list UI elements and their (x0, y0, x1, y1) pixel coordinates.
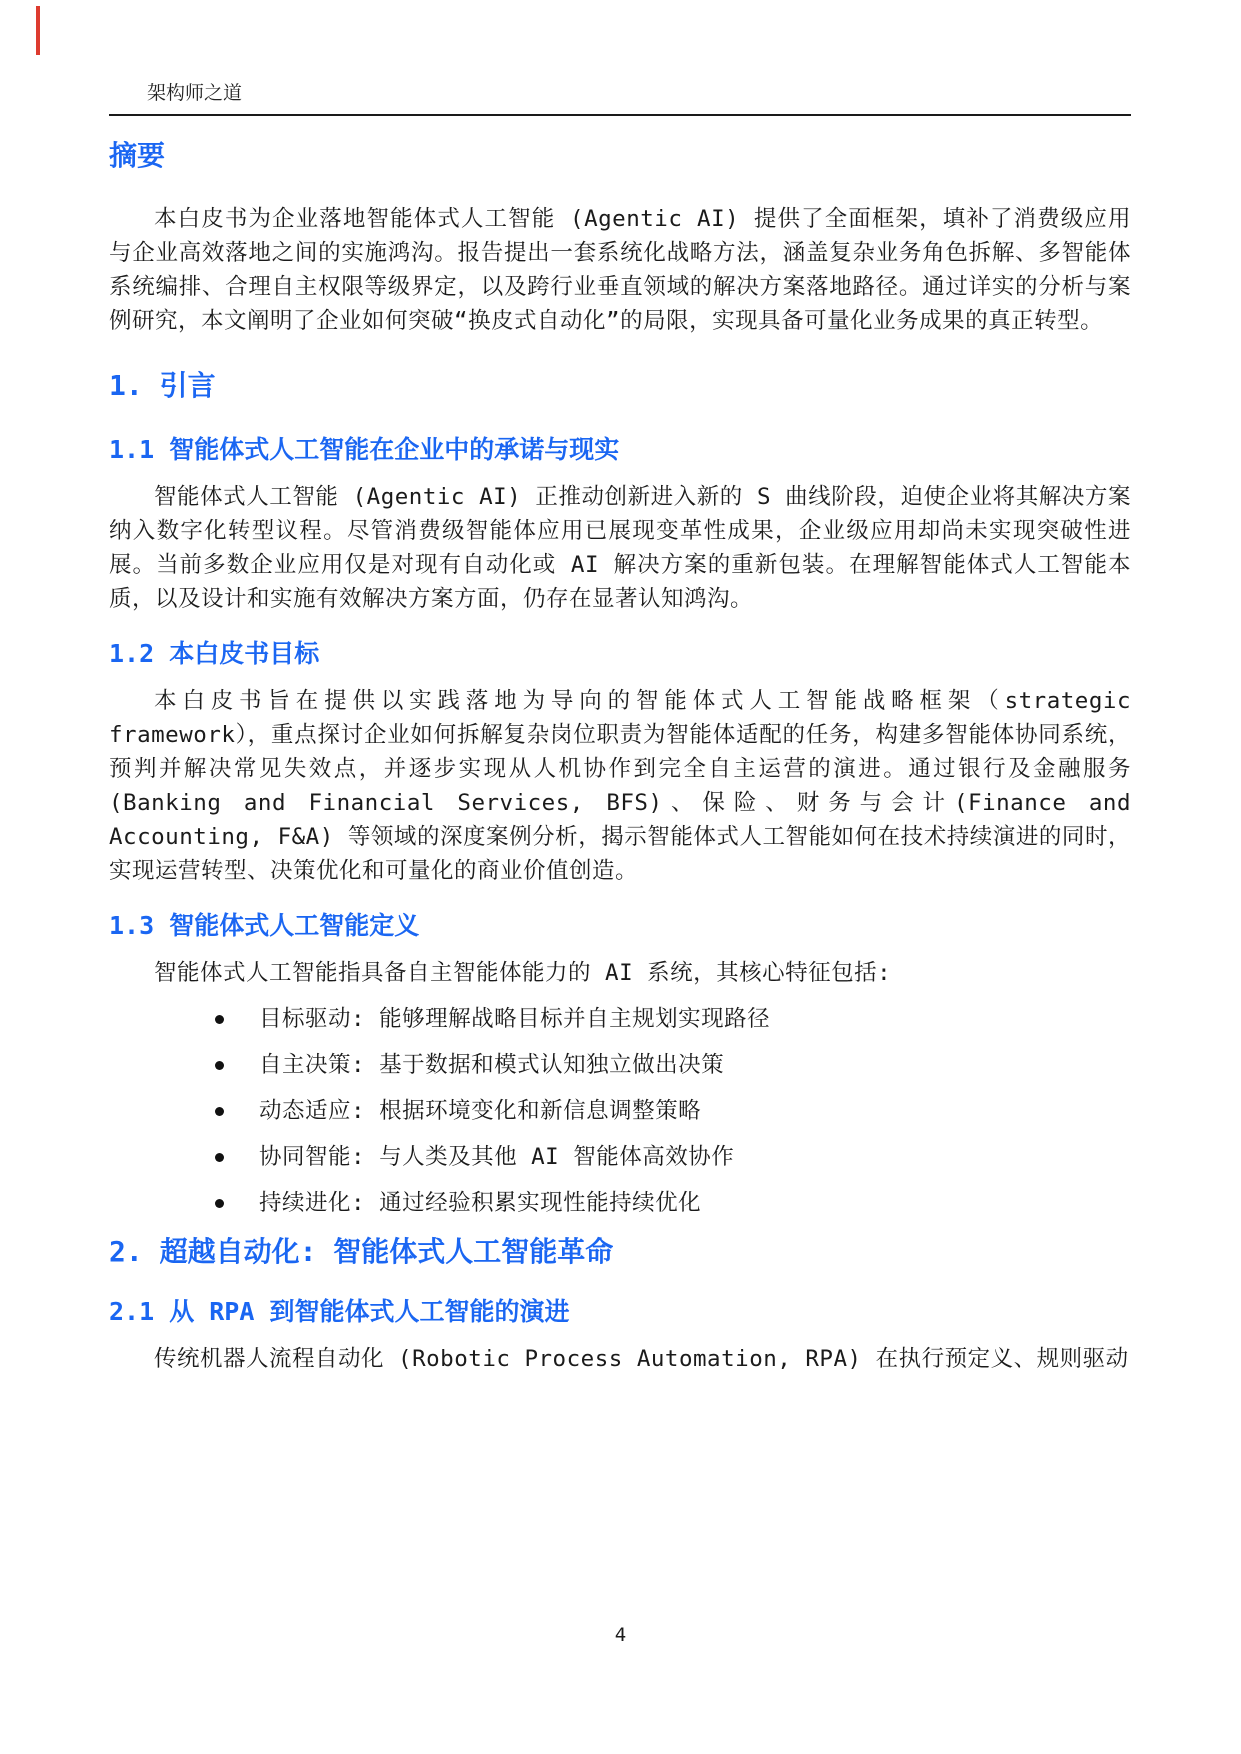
bullet-icon (215, 1153, 224, 1162)
red-margin-mark (36, 6, 40, 55)
list-item-text: 目标驱动: 能够理解战略目标并自主规划实现路径 (259, 1006, 771, 1032)
list-item-text: 持续进化: 通过经验积累实现性能持续优化 (259, 1190, 702, 1216)
section-1-2-heading: 1.2 本白皮书目标 (109, 639, 320, 668)
section-2-heading: 2. 超越自动化: 智能体式人工智能革命 (109, 1235, 614, 1268)
feature-bullet-list (109, 1002, 1131, 1220)
section-1-1-heading: 1.1 智能体式人工智能在企业中的承诺与现实 (109, 435, 620, 464)
abstract-heading: 摘要 (109, 139, 166, 172)
header-title: 架构师之道 (147, 82, 243, 104)
bullet-icon (215, 1015, 224, 1024)
list-item (259, 1048, 1131, 1082)
abstract-paragraph: 本白皮书为企业落地智能体式人工智能 (Agentic AI) 提供了全面框架，填补了消费级应用与企业高效落地之间的实施鸿沟。报告提出一套系统化战略方法，涵盖复杂业务角色拆解、多智能体系统编排、合理自主权限等级界定，以及跨行业垂直领域的解决方案落地路径。通过详实的分析与案例研究，本文阐明了企业如何突破“换皮式自动化”的局限，实现具备可量化业务成果的真正转型。 (109, 206, 1131, 334)
page-content (109, 0, 1131, 1400)
section-1-heading: 1. 引言 (109, 369, 216, 402)
section-1-2-paragraph: 本白皮书旨在提供以实践落地为导向的智能体式人工智能战略框架（strategic framework），重点探讨企业如何拆解复杂岗位职责为智能体适配的任务，构建多智能体协同系统，预判并解决常见失效点，并逐步实现从人机协作到完全自主运营的演进。通过银行及金融服务(Banking and Financial Services, BFS)、保险、财务与会计(Finance and Accounting, F&A) 等领域的深度案例分析，揭示智能体式人工智能如何在技术持续演进的同时，实现运营转型、决策优化和可量化的商业价值创造。 (109, 688, 1131, 884)
section-2-1-heading: 2.1 从 RPA 到智能体式人工智能的演进 (109, 1297, 570, 1326)
page-number: 4 (614, 1624, 627, 1646)
list-item (259, 1094, 1131, 1128)
list-item (259, 1140, 1131, 1174)
list-item (259, 1186, 1131, 1220)
bullet-icon (215, 1107, 224, 1116)
list-item-text: 协同智能: 与人类及其他 AI 智能体高效协作 (259, 1144, 735, 1170)
section-2-1-paragraph: 传统机器人流程自动化 (Robotic Process Automation, RPA) 在执行预定义、规则驱动 (154, 1346, 1129, 1372)
section-1-3-heading: 1.3 智能体式人工智能定义 (109, 911, 420, 940)
bullet-icon (215, 1199, 224, 1208)
page-header (109, 0, 1131, 116)
list-item-text: 自主决策: 基于数据和模式认知独立做出决策 (259, 1052, 725, 1078)
section-1-1-paragraph: 智能体式人工智能 (Agentic AI) 正推动创新进入新的 S 曲线阶段，迫使企业将其解决方案纳入数字化转型议程。尽管消费级智能体应用已展现变革性成果，企业级应用却尚未实现突破性进展。当前多数企业应用仅是对现有自动化或 AI 解决方案的重新包装。在理解智能体式人工智能本质，以及设计和实施有效解决方案方面，仍存在显著认知鸿沟。 (109, 484, 1131, 612)
header-rule (109, 114, 1131, 116)
list-item (259, 1002, 1131, 1036)
list-item-text: 动态适应: 根据环境变化和新信息调整策略 (259, 1098, 702, 1124)
section-1-3-lead: 智能体式人工智能指具备自主智能体能力的 AI 系统，其核心特征包括: (154, 960, 892, 986)
bullet-icon (215, 1061, 224, 1070)
